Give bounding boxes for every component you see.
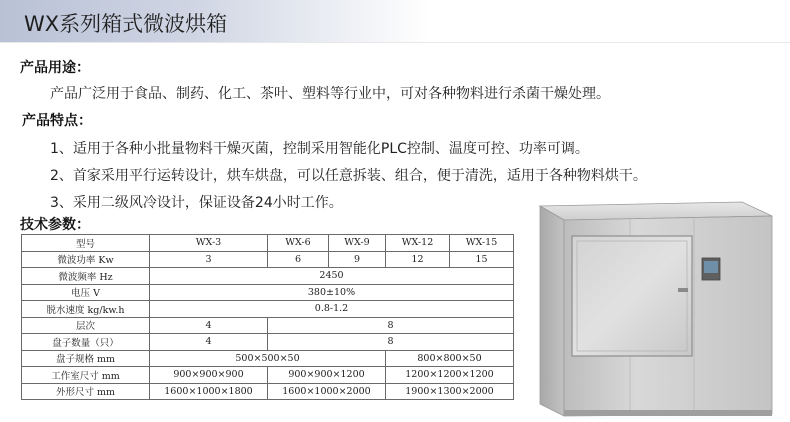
table-row — [22, 334, 514, 351]
table-cell: 3 — [150, 251, 268, 268]
oven-front — [540, 206, 564, 416]
table-cell: 12 — [386, 251, 450, 268]
table-cell: 1600×1000×1800 — [150, 383, 268, 400]
table-cell: 8 — [268, 334, 514, 351]
title-bar — [0, 0, 790, 42]
table-cell: 380±10% — [150, 284, 514, 301]
row-label-model: 型号 — [22, 235, 150, 252]
oven-product-image — [532, 196, 782, 418]
table-cell: 500×500×50 — [150, 350, 386, 367]
door-handle — [678, 288, 688, 292]
usage-text: 产品广泛用于食品、制药、化工、茶叶、塑料等行业中，可对各种物料进行杀菌干燥处理。 — [50, 86, 610, 102]
table-cell: 4 — [150, 317, 268, 334]
feature-item-1: 1、适用于各种小批量物料干燥灭菌，控制采用智能化PLC控制、温度可控、功率可调。 — [50, 141, 589, 157]
table-row — [22, 383, 514, 400]
table-cell: 1900×1300×2000 — [386, 383, 514, 400]
table-row — [22, 317, 514, 334]
page-title: WX系列箱式微波烘箱 — [24, 12, 228, 36]
table-cell: 4 — [150, 334, 268, 351]
table-cell: 1600×1000×2000 — [268, 383, 386, 400]
table-row — [22, 251, 514, 268]
table-row — [22, 284, 514, 301]
row-label-tray-size: 盘子规格 mm — [22, 350, 150, 367]
table-cell: 15 — [450, 251, 514, 268]
row-label-chamber: 工作室尺寸 mm — [22, 367, 150, 384]
control-screen — [704, 261, 718, 273]
table-cell: 9 — [329, 251, 386, 268]
row-label-outer: 外形尺寸 mm — [22, 383, 150, 400]
oven-door — [572, 236, 692, 356]
feature-item-3: 3、采用二级风冷设计，保证设备24小时工作。 — [50, 195, 343, 211]
feature-item-2: 2、首家采用平行运转设计，烘车烘盘，可以任意拆装、组合，便于清洗，适用于各种物料烘干。 — [50, 168, 647, 184]
features-heading: 产品特点： — [22, 113, 92, 129]
table-cell: WX-9 — [329, 235, 386, 252]
row-label-freq: 微波频率 Hz — [22, 268, 150, 285]
spec-table — [21, 234, 514, 400]
table-cell: 0.8-1.2 — [150, 301, 514, 318]
table-cell: 1200×1200×1200 — [386, 367, 514, 384]
title-divider — [0, 42, 790, 43]
table-cell: WX-15 — [450, 235, 514, 252]
table-cell: 2450 — [150, 268, 514, 285]
table-cell: WX-12 — [386, 235, 450, 252]
table-cell: 6 — [268, 251, 329, 268]
table-cell: 900×900×1200 — [268, 367, 386, 384]
table-cell: WX-3 — [150, 235, 268, 252]
usage-heading: 产品用途： — [20, 60, 90, 76]
table-cell: 900×900×900 — [150, 367, 268, 384]
row-label-dehydration: 脱水速度 kg/kw.h — [22, 301, 150, 318]
table-cell: WX-6 — [268, 235, 329, 252]
table-row — [22, 301, 514, 318]
table-row — [22, 235, 514, 252]
table-row — [22, 268, 514, 285]
table-row — [22, 367, 514, 384]
table-cell: 800×800×50 — [386, 350, 514, 367]
row-label-voltage: 电压 V — [22, 284, 150, 301]
row-label-power: 微波功率 Kw — [22, 251, 150, 268]
row-label-trays: 盘子数量（只） — [22, 334, 150, 351]
row-label-layers: 层次 — [22, 317, 150, 334]
table-row — [22, 350, 514, 367]
specs-heading: 技术参数： — [20, 217, 90, 233]
table-cell: 8 — [268, 317, 514, 334]
